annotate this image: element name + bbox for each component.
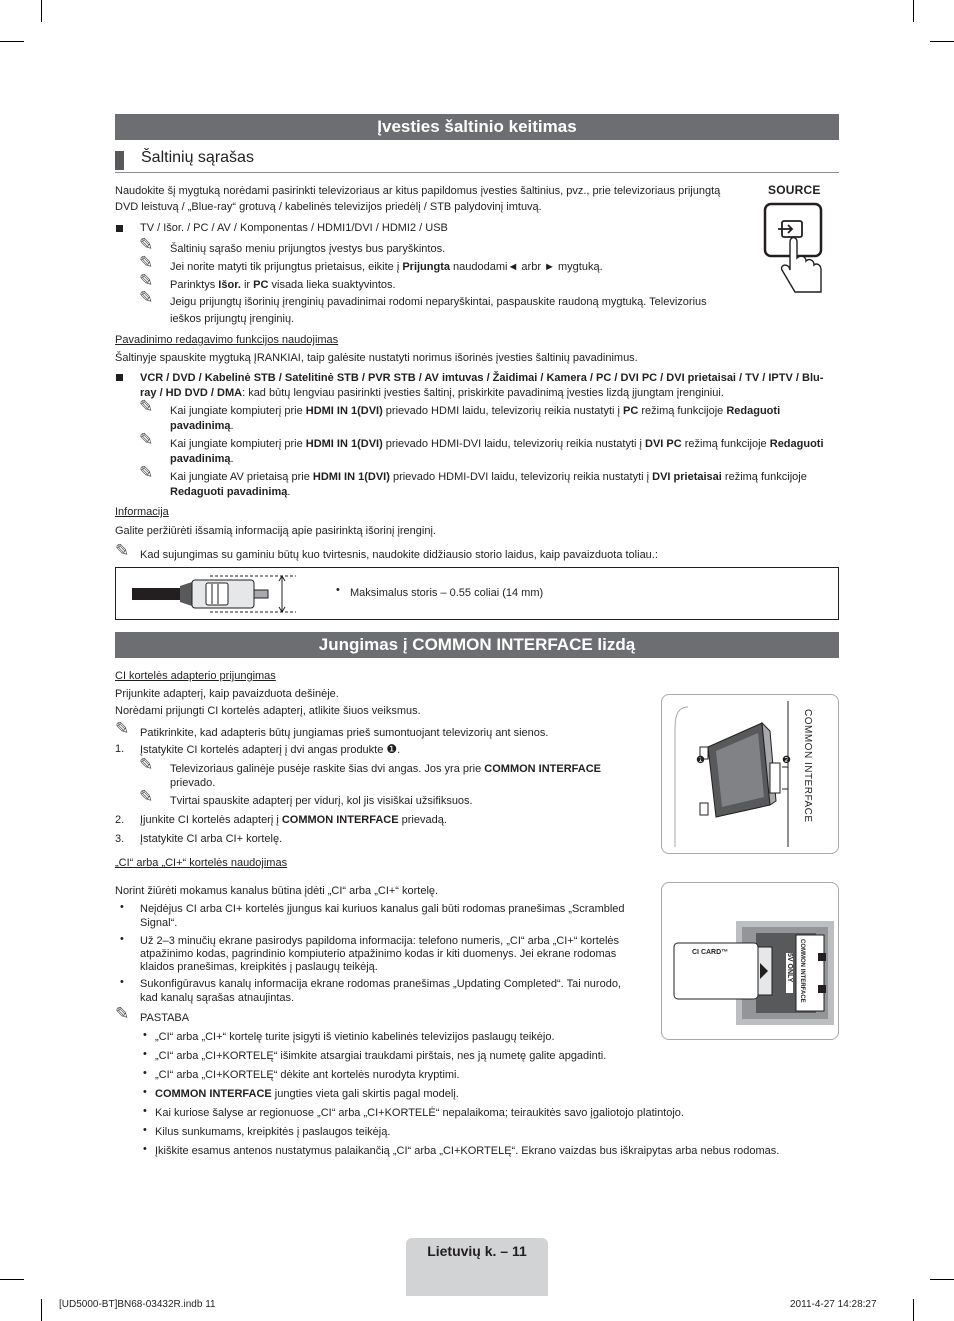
note-heading: PASTABA — [140, 1012, 190, 1024]
usage-3-line-1: Sukonfigūravus kanalų informacija ekrane rodomas pranešimas „Updating Completed“. Tai nurodo, — [140, 978, 621, 990]
bullet-dot-icon: • — [143, 1143, 147, 1155]
text: prievado HDMI laidu, televizorių reikia nustatyti į — [382, 405, 624, 417]
ci-card-label: CI CARD™ — [692, 949, 729, 956]
note-red-button-1: Jeigu prijungtų išorinių įrenginių pavadinimai rodomi neparyškintai, paspauskite raudoną mygtuką. Televizorius — [170, 296, 707, 308]
text-bold: PC — [253, 279, 269, 291]
text: Įjunkite CI kortelės adapterį į — [140, 814, 282, 826]
text-bold: Išor. — [218, 279, 241, 291]
crop-mark — [0, 1279, 24, 1280]
bullet-dot-icon: • — [143, 1048, 147, 1060]
step-number: 3. — [115, 833, 125, 845]
step1-note-2: Tvirtai spauskite adapterį per vidurį, kol jis visiškai užsifiksuos. — [170, 795, 473, 807]
text: jungties vieta gali skirtis pagal modelį. — [271, 1088, 459, 1100]
note-item-6: Kilus sunkumams, kreipkitės į paslaugos teikėją. — [155, 1126, 391, 1138]
usage-3-line-2: kad kanalų sąrašas atnaujintas. — [140, 992, 295, 1004]
text-bold: Redaguoti — [769, 438, 824, 450]
text-bold: ray / HD DVD / DMA — [140, 387, 243, 399]
crop-mark — [41, 0, 42, 22]
callout-1: ❶ — [386, 742, 398, 756]
pencil-note-icon: ✎ — [139, 787, 154, 806]
usage-1-line-1: Neįdėjus CI arba CI+ kortelės įjungus kai kuriuos kanalus gali būti rodomas pranešimas „Scrambled — [140, 903, 625, 915]
bullet-dot-icon: • — [143, 1124, 147, 1136]
ci-para-1: Prijunkite adapterį, kaip pavaizduota dešinėje. — [115, 688, 339, 700]
crop-mark — [913, 0, 914, 22]
text: Kai jungiate kompiuterį prie — [170, 405, 306, 417]
common-interface-label: COMMON INTERFACE — [802, 709, 813, 823]
step1-note-1b: prievado. — [170, 777, 216, 789]
pencil-note-icon: ✎ — [139, 253, 154, 272]
ci-card-figure — [661, 882, 839, 1040]
ci-slot-label: COMMON INTERFACE — [799, 939, 805, 1003]
text: Jei norite matyti tik prijungtus prietaisus, eikite į — [170, 261, 403, 273]
note-hdmi-pc-1 — [170, 403, 780, 419]
pencil-note-icon: ✎ — [139, 755, 154, 774]
device-list-line-2 — [140, 385, 724, 401]
section-title-common-interface: Jungimas į COMMON INTERFACE lizdą — [115, 632, 839, 658]
bullet-dot-icon: • — [336, 584, 340, 596]
bullet-dot-icon: • — [143, 1105, 147, 1117]
bullet-dot-icon: • — [143, 1029, 147, 1041]
pencil-note-icon: ✎ — [115, 541, 130, 560]
text: Įstatykite CI kortelės adapterį į dvi angas produkte — [140, 744, 387, 756]
cable-thickness-note: Kad sujungimas su gaminiu būtų kuo tvirtesnis, naudokite didžiausio storio laidus, kaip pavaizduota toliau.: — [140, 549, 658, 561]
text-bold: HDMI IN 1(DVI) — [305, 405, 383, 417]
bullet-dot-icon: • — [143, 1086, 147, 1098]
intro-line-2: DVD leistuvą / „Blue-ray“ grotuvą / kabelinės televizijos priedėlį / STB palydovinį imtuvą. — [115, 201, 542, 213]
source-button-icon — [760, 200, 830, 300]
section-title-input-source: Įvesties šaltinio keitimas — [115, 114, 839, 140]
step1-note-1 — [170, 761, 601, 777]
text: Kai jungiate AV prietaisą prie — [170, 471, 313, 483]
text: Televizoriaus galinėje pusėje raskite šias dvi angas. Jos yra prie — [170, 763, 485, 775]
note-always-active — [170, 277, 396, 293]
text-bold: HDMI IN 1(DVI) — [312, 471, 390, 483]
note-hdmi-dvi-pc-2 — [170, 451, 234, 467]
text-bold: DVI prietaisai — [652, 471, 722, 483]
step-2 — [140, 812, 447, 828]
note-item-7: Įkiškite esamus antenos nustatymus palaikančią „CI“ arba „CI+KORTELĘ“. Ekrano vaizdas bus iškraipytas arba nebus rodomas. — [155, 1145, 780, 1157]
square-bullet-icon — [116, 374, 123, 381]
subheading-source-list — [115, 148, 839, 173]
text: režimą funkcijoje — [681, 438, 770, 450]
pencil-note-icon: ✎ — [139, 397, 154, 416]
text: . — [397, 744, 401, 756]
note-red-button-2: ieškos prijungtų įrenginių. — [170, 313, 295, 325]
text-bold: COMMON INTERFACE — [155, 1088, 272, 1100]
crop-mark — [41, 1299, 42, 1321]
ci-card-usage-heading: „CI“ arba „CI+“ kortelės naudojimas — [115, 857, 288, 869]
print-datetime: 2011-4-27 14:28:27 — [790, 1299, 877, 1310]
crop-mark — [930, 41, 954, 42]
note-hdmi-pc-2 — [170, 418, 234, 434]
text-bold: DVI PC — [645, 438, 682, 450]
note-bold-inputs: Šaltinių sąrašo meniu prijungtos įvestys bus paryškintos. — [170, 243, 446, 255]
page-tab — [406, 1238, 548, 1296]
text-bold: COMMON INTERFACE — [484, 763, 602, 775]
usage-2-line-3: klaidos pranešimas, kreipkitės į paslaugų teikėją. — [140, 961, 378, 973]
source-list-items: TV / Išor. / PC / AV / Komponentas / HDMI1/DVI / HDMI2 / USB — [140, 222, 448, 234]
bullet-dot-icon: • — [120, 976, 124, 988]
callout-2: ❷ — [782, 755, 791, 766]
text: prievado HDMI-DVI laidu, televizorių reikia nustatyti į — [389, 471, 653, 483]
intro-line-1: Naudokite šį mygtuką norėdami pasirinkti televizoriaus ar kitus papildomus įvesties šaltinius, pvz., prie televizoriaus prijungtą — [115, 185, 721, 197]
step-number: 2. — [115, 814, 125, 826]
cable-spec: Maksimalus storis – 0.55 coliai (14 mm) — [350, 587, 544, 599]
text-bold: HDMI IN 1(DVI) — [305, 438, 383, 450]
note-av-device-2 — [170, 484, 290, 500]
text: Parinktys — [170, 279, 219, 291]
5v-only-label: 5V ONLY — [786, 953, 793, 993]
cable-plug-icon — [130, 574, 300, 614]
edit-name-heading: Pavadinimo redagavimo funkcijos naudojimas — [115, 334, 339, 346]
device-list-line-1: VCR / DVD / Kabelinė STB / Satelitinė STB / PVR STB / AV imtuvas / Žaidimai / Kamera / PC / DVI PC / DVI prietaisai / TV / IPTV / Blu- — [140, 372, 824, 384]
ci-adapter-heading: CI kortelės adapterio prijungimas — [115, 670, 276, 682]
usage-2-line-2: atpažinimo kodas, pagrindinio kompiuterio atpažinimo kodas ir kiti duomenys. Jei ekrane rodomas — [140, 948, 617, 960]
pencil-note-icon: ✎ — [139, 463, 154, 482]
text: visada lieka suaktyvintos. — [268, 279, 396, 291]
ci-card-illustration — [670, 913, 836, 1033]
subheading-marker — [115, 151, 124, 170]
text-bold: pavadinimą — [170, 420, 231, 432]
info-text: Galite peržiūrėti išsamią informaciją apie pasirinktą išorinį įrenginį. — [115, 525, 436, 537]
note-hdmi-dvi-pc-1 — [170, 436, 824, 452]
crop-mark — [913, 1299, 914, 1321]
text-bold: Redaguoti — [726, 405, 781, 417]
text: Kai jungiate kompiuterį prie — [170, 438, 306, 450]
note-item-3: „CI“ arba „CI+KORTELĘ“ dėkite ant kortelės nurodyta kryptimi. — [155, 1069, 460, 1081]
step-3: Įstatykite CI arba CI+ kortelę. — [140, 833, 283, 845]
step-number: 1. — [115, 743, 125, 755]
note-connected-only — [170, 259, 603, 275]
crop-mark — [0, 41, 24, 42]
bullet-dot-icon: • — [120, 901, 124, 913]
note-item-1: „CI“ arba „CI+“ kortelę turite įsigyti iš vietinio kabelinės televizijos paslaugų teikėjo. — [155, 1031, 555, 1043]
text: . — [287, 486, 291, 498]
ci-para-2: Norėdami prijungti CI kortelės adapterį, atlikite šiuos veiksmus. — [115, 705, 421, 717]
ci-wall-note: Patikrinkite, kad adapteris būtų jungiamas prieš sumontuojant televizorių ant sienos. — [140, 727, 549, 739]
file-name: [UD5000-BT]BN68-03432R.indb 11 — [59, 1299, 216, 1310]
pencil-note-icon: ✎ — [139, 430, 154, 449]
pencil-note-icon: ✎ — [115, 1004, 130, 1023]
text: . — [230, 420, 234, 432]
text: . — [230, 453, 234, 465]
crop-mark — [930, 1279, 954, 1280]
info-heading: Informacija — [115, 506, 169, 518]
note-item-4 — [155, 1086, 459, 1102]
edit-name-text: Šaltinyje spauskite mygtuką ĮRANKIAI, taip galėsite nustatyti norimus išorinės įvesties šaltinių pavadinimus. — [115, 352, 638, 364]
step-1 — [140, 741, 400, 758]
ci-usage-intro: Norint žiūrėti mokamus kanalus būtina įdėti „CI“ arba „CI+“ kortelę. — [115, 885, 439, 897]
text: režimą funkcijoje — [721, 471, 807, 483]
text-bold: PC — [623, 405, 639, 417]
pencil-note-icon: ✎ — [139, 288, 154, 307]
pencil-note-icon: ✎ — [139, 271, 154, 290]
text: prievadą. — [398, 814, 447, 826]
note-av-device-1 — [170, 469, 807, 485]
text-bold: Redaguoti pavadinimą — [170, 486, 288, 498]
bullet-dot-icon: • — [143, 1067, 147, 1079]
pencil-note-icon: ✎ — [139, 235, 154, 254]
callout-1: ❶ — [696, 755, 705, 766]
ci-adapter-illustration — [670, 701, 800, 847]
text-bold: pavadinimą — [170, 453, 231, 465]
usage-1-line-2: Signal“. — [140, 917, 178, 929]
subheading-text: Šaltinių sąrašas — [141, 149, 254, 166]
source-label: SOURCE — [768, 183, 821, 197]
text: naudodami◄ arbr ► mygtuką. — [450, 261, 603, 273]
cable-spec-box — [115, 567, 839, 620]
ci-adapter-figure — [661, 694, 839, 854]
text-bold: Prijungta — [402, 261, 450, 273]
text: : kad būtų lengviau pasirinkti įvesties šaltinį, priskirkite pavadinimą įvesties lizdą įjungtam įrenginiui. — [242, 387, 724, 399]
note-item-2: „CI“ arba „CI+KORTELĘ“ išimkite atsargiai traukdami pirštais, nes ją numetę galite apgadinti. — [155, 1050, 607, 1062]
text: ir — [240, 279, 254, 291]
bullet-dot-icon: • — [120, 933, 124, 945]
pencil-note-icon: ✎ — [115, 719, 130, 738]
text: prievado HDMI-DVI laidu, televizorių reikia nustatyti į — [382, 438, 646, 450]
usage-2-line-1: Už 2–3 minučių ekrane pasirodys papildoma informacija: telefono numeris, „CI“ arba „CI+“ kortelės — [140, 935, 620, 947]
page-number: Lietuvių k. – 11 — [427, 1243, 527, 1259]
square-bullet-icon — [116, 225, 123, 232]
text: režimą funkcijoje — [638, 405, 727, 417]
text-bold: COMMON INTERFACE — [281, 814, 399, 826]
note-item-5: Kai kuriose šalyse ar regionuose „CI“ arba „CI+KORTELĖ“ nepalaikoma; teiraukitės savo įgaliotojo platintojo. — [155, 1107, 684, 1119]
